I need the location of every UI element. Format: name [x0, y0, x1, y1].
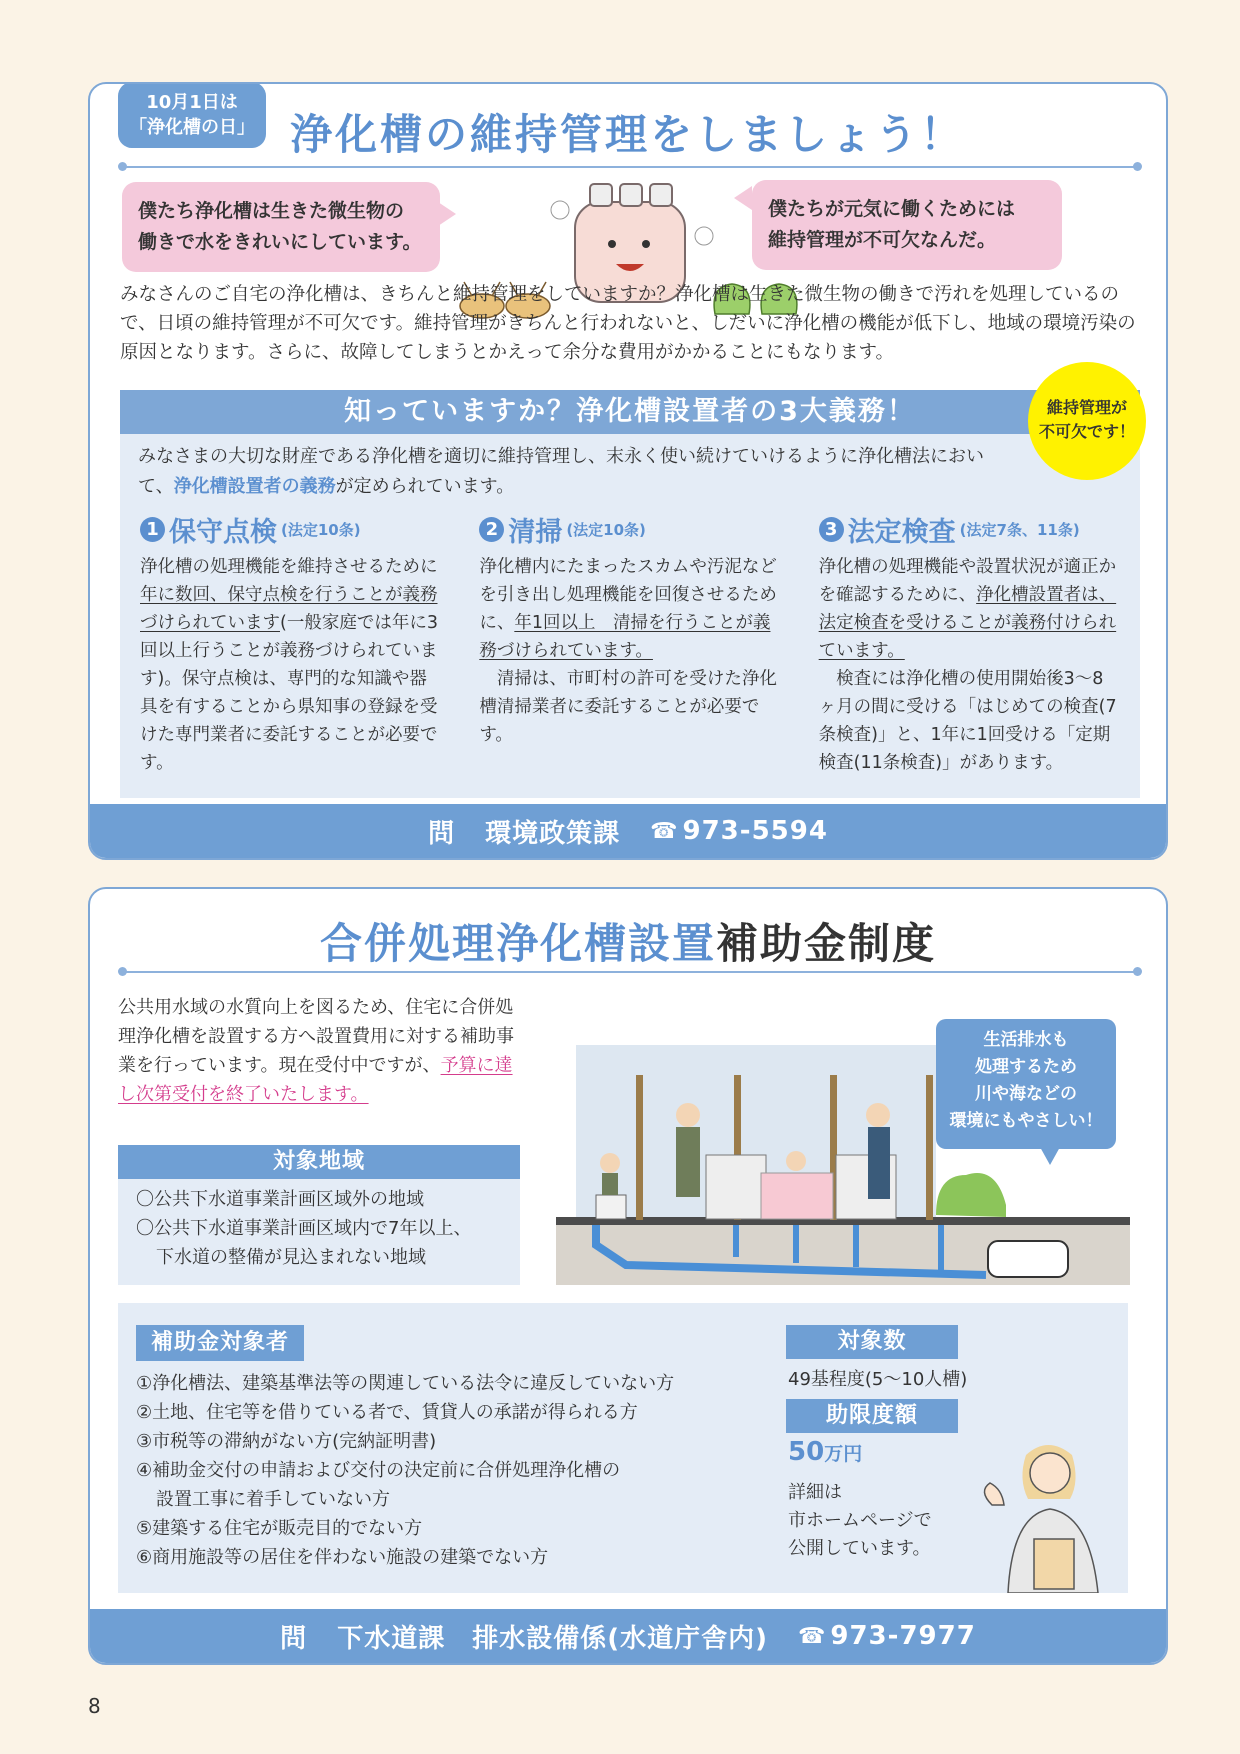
title-divider — [122, 971, 1138, 973]
number-2-icon: 2 — [479, 517, 504, 542]
phone-icon: ☎ — [650, 818, 679, 844]
eligibility-panel — [118, 1303, 1128, 1593]
budget-notice: 予算に達し次第受付を終了いたします。 — [118, 1055, 513, 1105]
eligible-heading: 補助金対象者 — [136, 1325, 304, 1361]
duties-band-title: 知っていますか？浄化槽設置者の3大義務！ — [120, 390, 1140, 434]
raised-hand-icon — [984, 1483, 1004, 1505]
count-value: 49基程度(5〜10人槽) — [788, 1369, 968, 1390]
section-title: 浄化槽の維持管理をしましょう！ — [290, 110, 966, 159]
eco-bubble: 生活排水も 処理するため 川や海などの 環境にもやさしい！ — [936, 1019, 1116, 1149]
phone-number[interactable]: ☎ 973-5594 — [650, 816, 828, 846]
toilet-icon — [596, 1195, 626, 1219]
bathtub-icon — [761, 1173, 833, 1219]
count-heading: 対象数 — [786, 1325, 958, 1359]
staff-woman-illustration — [968, 1435, 1128, 1593]
intro-paragraph: みなさんのご自宅の浄化槽は、きちんと維持管理をしていますか？浄化槽は生きた微生物の働きで汚れを処理しているので、日頃の維持管理が不可欠です。維持管理がきちんと行われないと、しだいに浄化槽の機能が低下し、地域の環境汚染の原因となります。さらに、故障してしまうとかえって余分な費用がかかることにもなります。 — [120, 284, 1136, 363]
contact-bar-environment: 問 環境政策課 ☎ 973-5594 — [90, 804, 1166, 858]
subsidy-intro: 公共用水域の水質向上を図るため、住宅に合併処理浄化槽を設置する方へ設置費用に対する補助事業を行っています。現在受付中ですが、予算に達し次第受付を終了いたします。 — [118, 997, 514, 1105]
eligible-list: ①浄化槽法、建築基準法等の関連している法令に違反していない方 ②土地、住宅等を借りている者で、賃貸人の承諾が得られる方 ③市税等の滞納がない方(完納証明書) ④補助金交付の申請および交付の決定前に合併処理浄化槽の 設置工事に着手していない方 ⑤建築する住宅が販売目的でない方 ⑥商用施設等の居住を伴わない施設の建築でない方 — [136, 1373, 675, 1568]
target-area-heading: 対象地域 — [118, 1145, 520, 1179]
duty-cleaning: 2 清掃 (法定10条) 浄化槽内にたまったスカムや汚泥などを引き出し処理機能を回復させるために、年1回以上 清掃を行うことが義務づけられています。 清掃は、市町村の許可を受けた浄化槽清掃業者に委託することが必要です。 — [479, 517, 777, 745]
subsidy-section — [88, 887, 1168, 1665]
duties-highlight: 浄化槽設置者の義務 — [173, 476, 336, 497]
date-tag: 10月1日は 「浄化槽の日」 — [118, 82, 266, 148]
bush-icon — [936, 1173, 1006, 1217]
title-divider — [122, 166, 1138, 168]
speech-bubble-right: 僕たちが元気に働くためには 維持管理が不可欠なんだ。 — [752, 180, 1062, 270]
duties-columns — [140, 510, 1120, 777]
phone-icon: ☎ — [797, 1623, 827, 1649]
limit-value: 50万円 — [788, 1437, 863, 1467]
number-3-icon: 3 — [819, 517, 844, 542]
contact-bar-sewer: 問 下水道課 排水設備係(水道庁舎内) ☎ 973-7977 — [90, 1609, 1166, 1663]
details-note: 詳細は 市ホームページで 公開しています。 — [788, 1482, 932, 1559]
duty-legal-inspection: 3 法定検査 (法定7条、11条) 浄化槽の処理機能や設置状況が適正かを確認するために、浄化槽設置者は、法定検査を受けることが義務付けられています。 検査には浄化槽の使用開始後3〜8ヶ月の間に受ける「はじめての検査(7条検査)」と、1年に1回受ける「定期検査(11条検査)」があります。 — [818, 517, 1117, 773]
duty-inspection: 1 保守点検 (法定10条) 浄化槽の処理機能を維持させるために年に数回、保守点検を行うことが義務づけられています(一般家庭では年に3回以上行うことが義務づけられています)。保守点検は、専門的な知識や器具を有することから県知事の登録を受けた専門業者に委託することが必要です。 — [140, 517, 438, 773]
maintenance-section — [88, 82, 1168, 860]
bubble-tail-right — [734, 186, 752, 210]
duties-intro: みなさまの大切な財産である浄化槽を適切に維持管理し、末永く使い続けていけるように浄化槽法において、浄化槽設置者の義務が定められています。 — [138, 446, 984, 497]
yellow-badge: 維持管理が 不可欠です！ — [1028, 362, 1146, 480]
duties-panel — [120, 390, 1140, 798]
number-1-icon: 1 — [140, 517, 165, 542]
page-number: 8 — [88, 1694, 101, 1718]
septic-tank-icon — [988, 1241, 1068, 1277]
phone-number[interactable]: ☎ 973-7977 — [797, 1621, 976, 1651]
target-area-box: 対象地域 〇公共下水道事業計画区域外の地域 〇公共下水道事業計画区域内で7年以上、 下水道の整備が見込まれない地域 — [118, 1145, 520, 1285]
section-title: 合併処理浄化槽設置補助金制度 — [319, 919, 937, 968]
speech-bubble-left: 僕たち浄化槽は生きた微生物の 働きで水をきれいにしています。 — [122, 182, 440, 272]
eco-bubble-tail — [1040, 1147, 1060, 1165]
limit-heading: 助限度額 — [786, 1399, 958, 1433]
